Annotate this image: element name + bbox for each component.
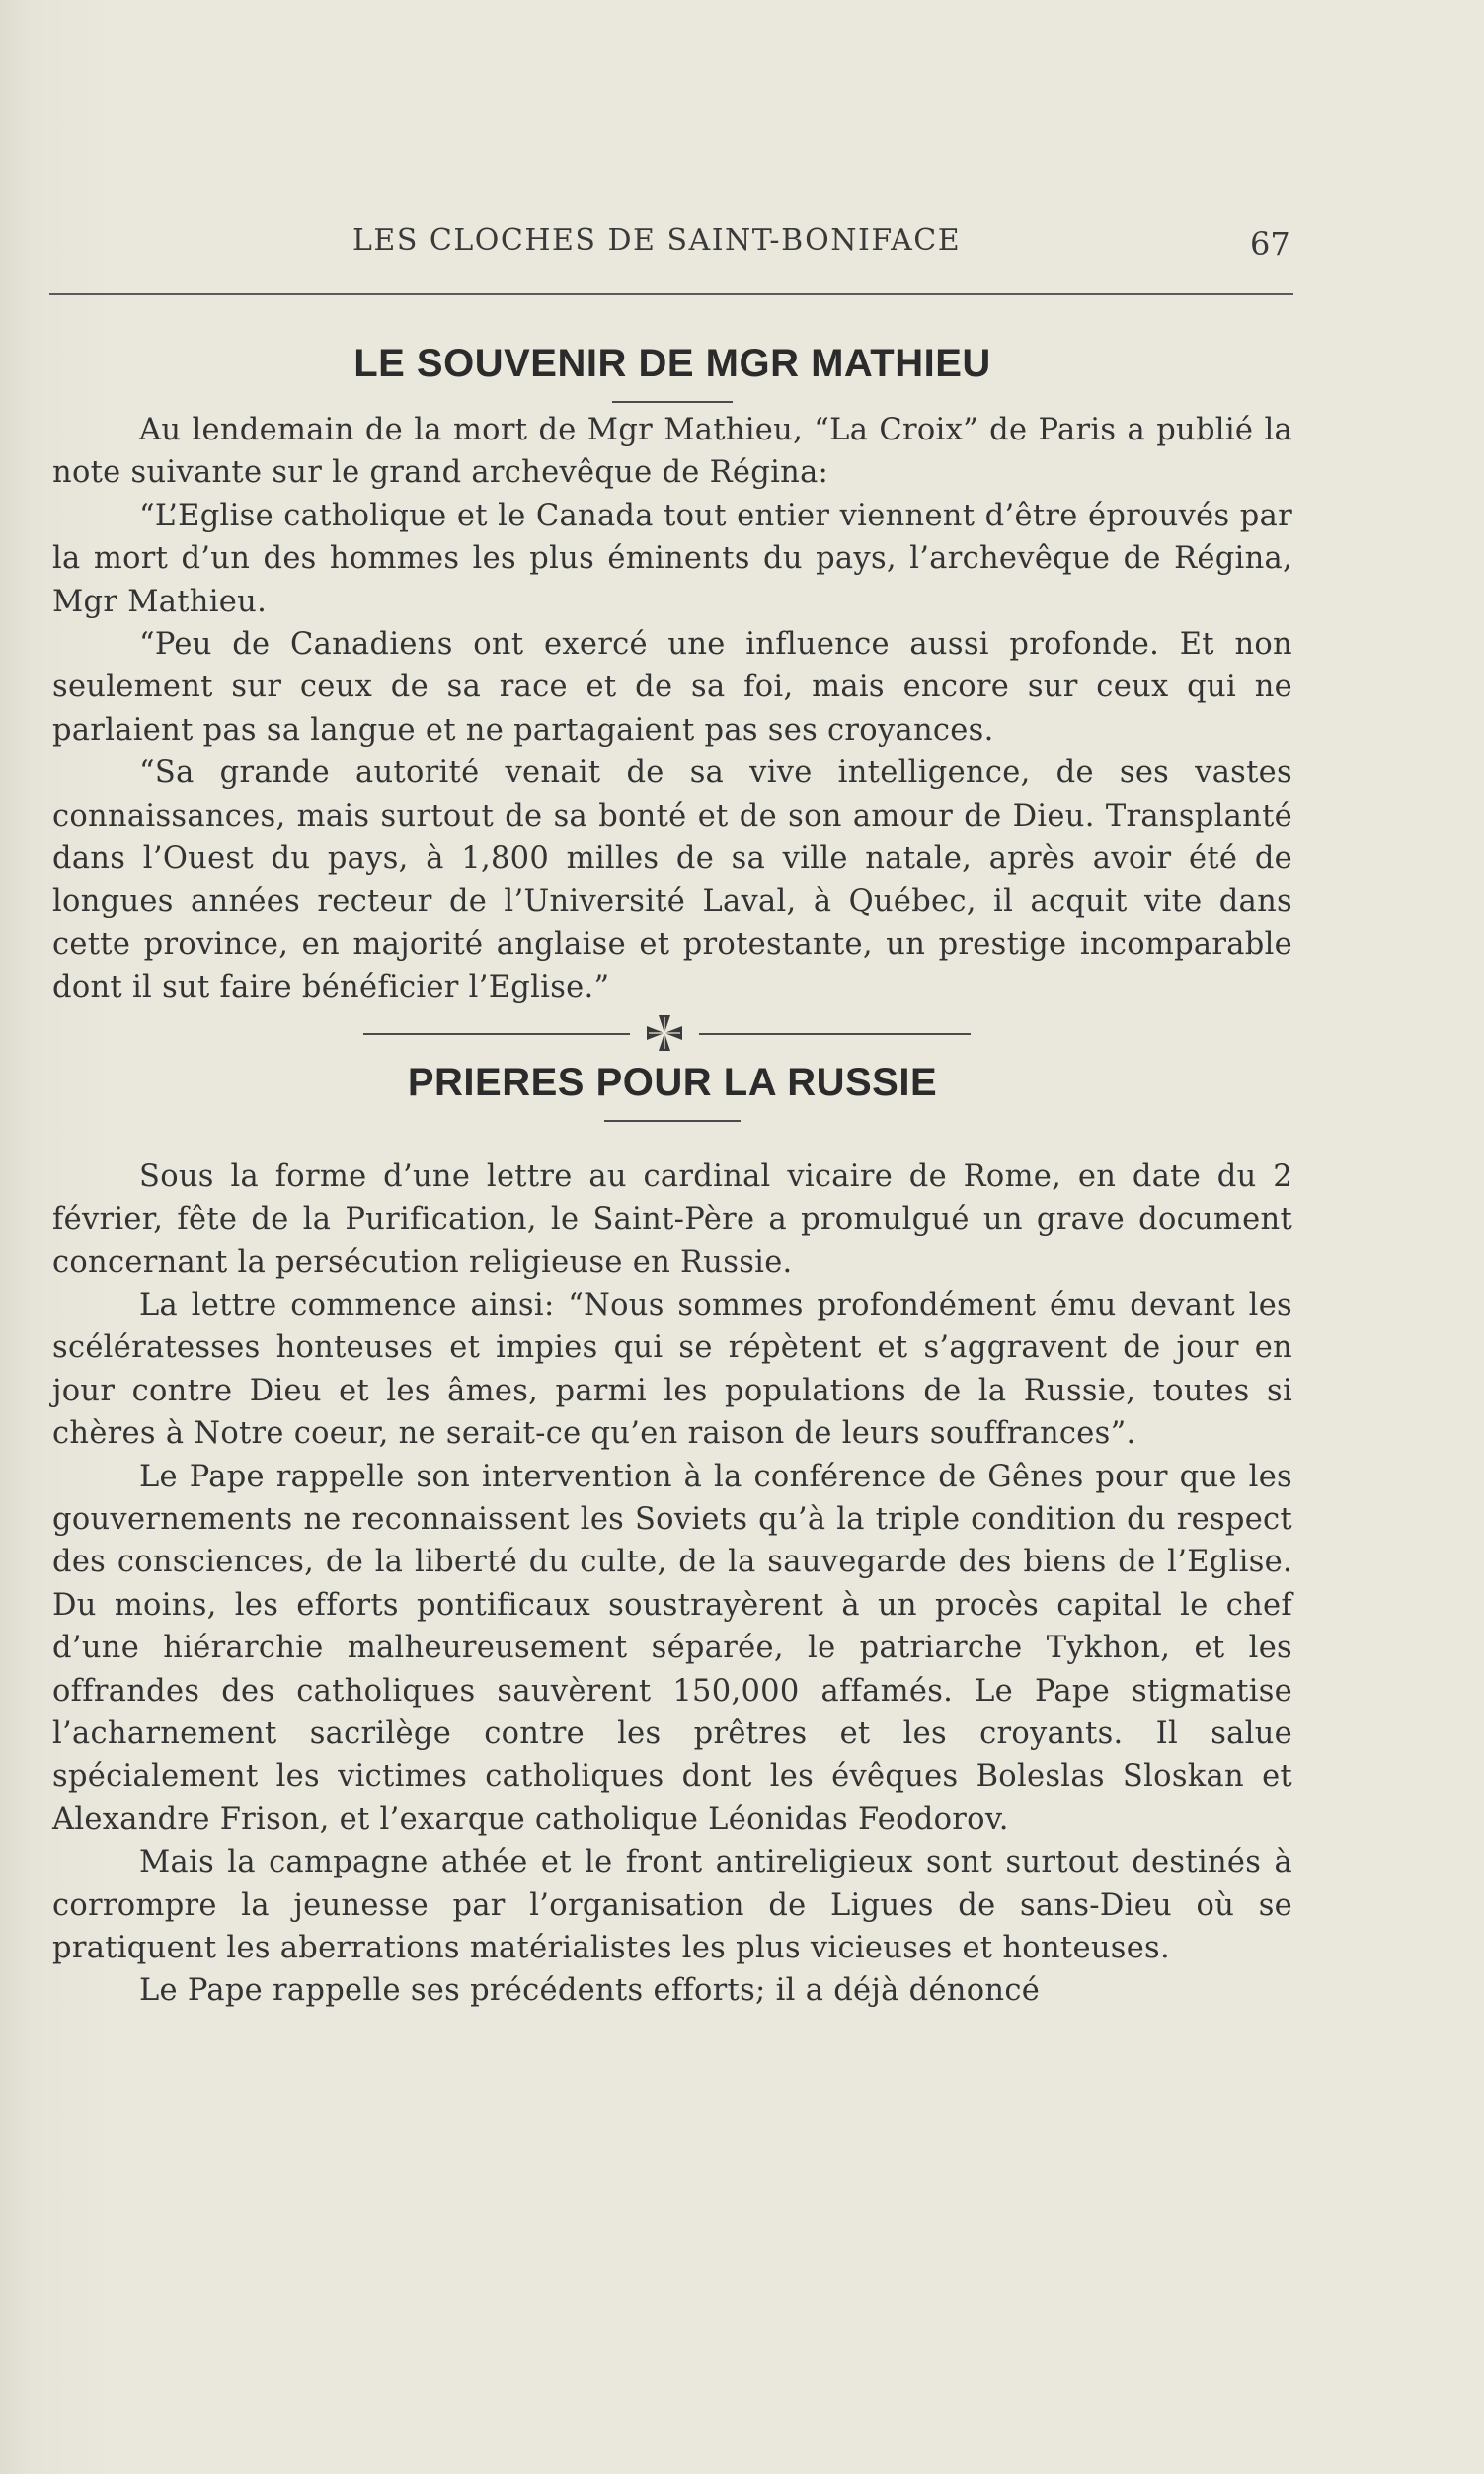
section-title-russie: PRIERES POUR LA RUSSIE xyxy=(407,1060,938,1104)
cross-pattee-icon xyxy=(643,1013,686,1053)
title-underline xyxy=(612,401,733,403)
paragraph: Sous la forme d’une lettre au cardinal vicaire de Rome, en date du 2 février, fête de la Purification, le Saint-Père a promulgué un grave document concernant la persécution religieuse en Russie. xyxy=(52,1158,1292,1280)
divider-line-right xyxy=(699,1033,971,1035)
paragraph: La lettre commence ainsi: “Nous sommes profondément ému devant les scélératesses honteuses et impies qui se répètent et s’aggravent de jour en jour contre Dieu et les âmes, parmi les populations de la Russie, toutes si chères à Notre coeur, ne serait-ce qu’en raison de leurs souffrances”. xyxy=(52,1287,1292,1452)
section-body-russie xyxy=(52,1156,1292,2013)
paragraph: Le Pape rappelle son intervention à la conférence de Gênes pour que les gouvernements ne reconnaissent les Soviets qu’à la triple condition du respect des consciences, de la liberté du culte, de la sauvegarde des biens de l’Eglise. Du moins, les efforts pontificaux soustrayèrent à un procès capital le chef d’une hiérarchie malheureusement séparée, le patriarche Tykhon, et les offrandes des catholiques sauvèrent 150,000 affamés. Le Pape stigmatise l’acharnement sacrilège contre les prêtres et les croyants. Il salue spécialement les victimes catholiques dont les évêques Boleslas Sloskan et Alexandre Frison, et l’exarque catholique Léonidas Feodorov. xyxy=(52,1459,1292,1837)
running-head: LES CLOCHES DE SAINT-BONIFACE xyxy=(352,223,962,258)
paragraph: Au lendemain de la mort de Mgr Mathieu, “La Croix” de Paris a publié la note suivante sur le grand archevêque de Régina: xyxy=(52,413,1292,491)
page-header xyxy=(0,223,1484,263)
section-title-mathieu: LE SOUVENIR DE MGR MATHIEU xyxy=(353,342,991,385)
paragraph: “L’Eglise catholique et le Canada tout entier viennent d’être éprouvés par la mort d’un des hommes les plus éminents du pays, l’archevêque de Régina, Mgr Mathieu. xyxy=(52,498,1292,619)
title-underline xyxy=(604,1120,741,1122)
header-rule xyxy=(49,293,1293,295)
page-number: 67 xyxy=(1250,225,1290,263)
paragraph: Mais la campagne athée et le front antireligieux sont surtout destinés à corrompre la jeunesse par l’organisation de Ligues de sans-Dieu où se pratiquent les aberrations matérialistes les plus vicieuses et honteuses. xyxy=(52,1845,1292,1965)
section-body-mathieu xyxy=(52,409,1292,1009)
paragraph: Le Pape rappelle ses précédents efforts; il a déjà dénoncé xyxy=(139,1973,1041,2009)
divider-line-left xyxy=(363,1033,630,1035)
paragraph: “Peu de Canadiens ont exercé une influence aussi profonde. Et non seulement sur ceux de sa race et de sa foi, mais encore sur ceux qui ne parlaient pas sa langue et ne partagaient pas ses croyances. xyxy=(52,627,1292,748)
section-divider xyxy=(52,1011,1292,1051)
paragraph: “Sa grande autorité venait de sa vive intelligence, de ses vastes connaissances, mais surtout de sa bonté et de son amour de Dieu. Transplanté dans l’Ouest du pays, à 1,800 milles de sa ville natale, après avoir été de longues années recteur de l’Université Laval, à Québec, il acquit vite dans cette province, en majorité anglaise et protestante, un prestige incomparable dont il sut faire bénéficier l’Eglise.” xyxy=(52,756,1292,1005)
article-content xyxy=(52,336,1292,2013)
